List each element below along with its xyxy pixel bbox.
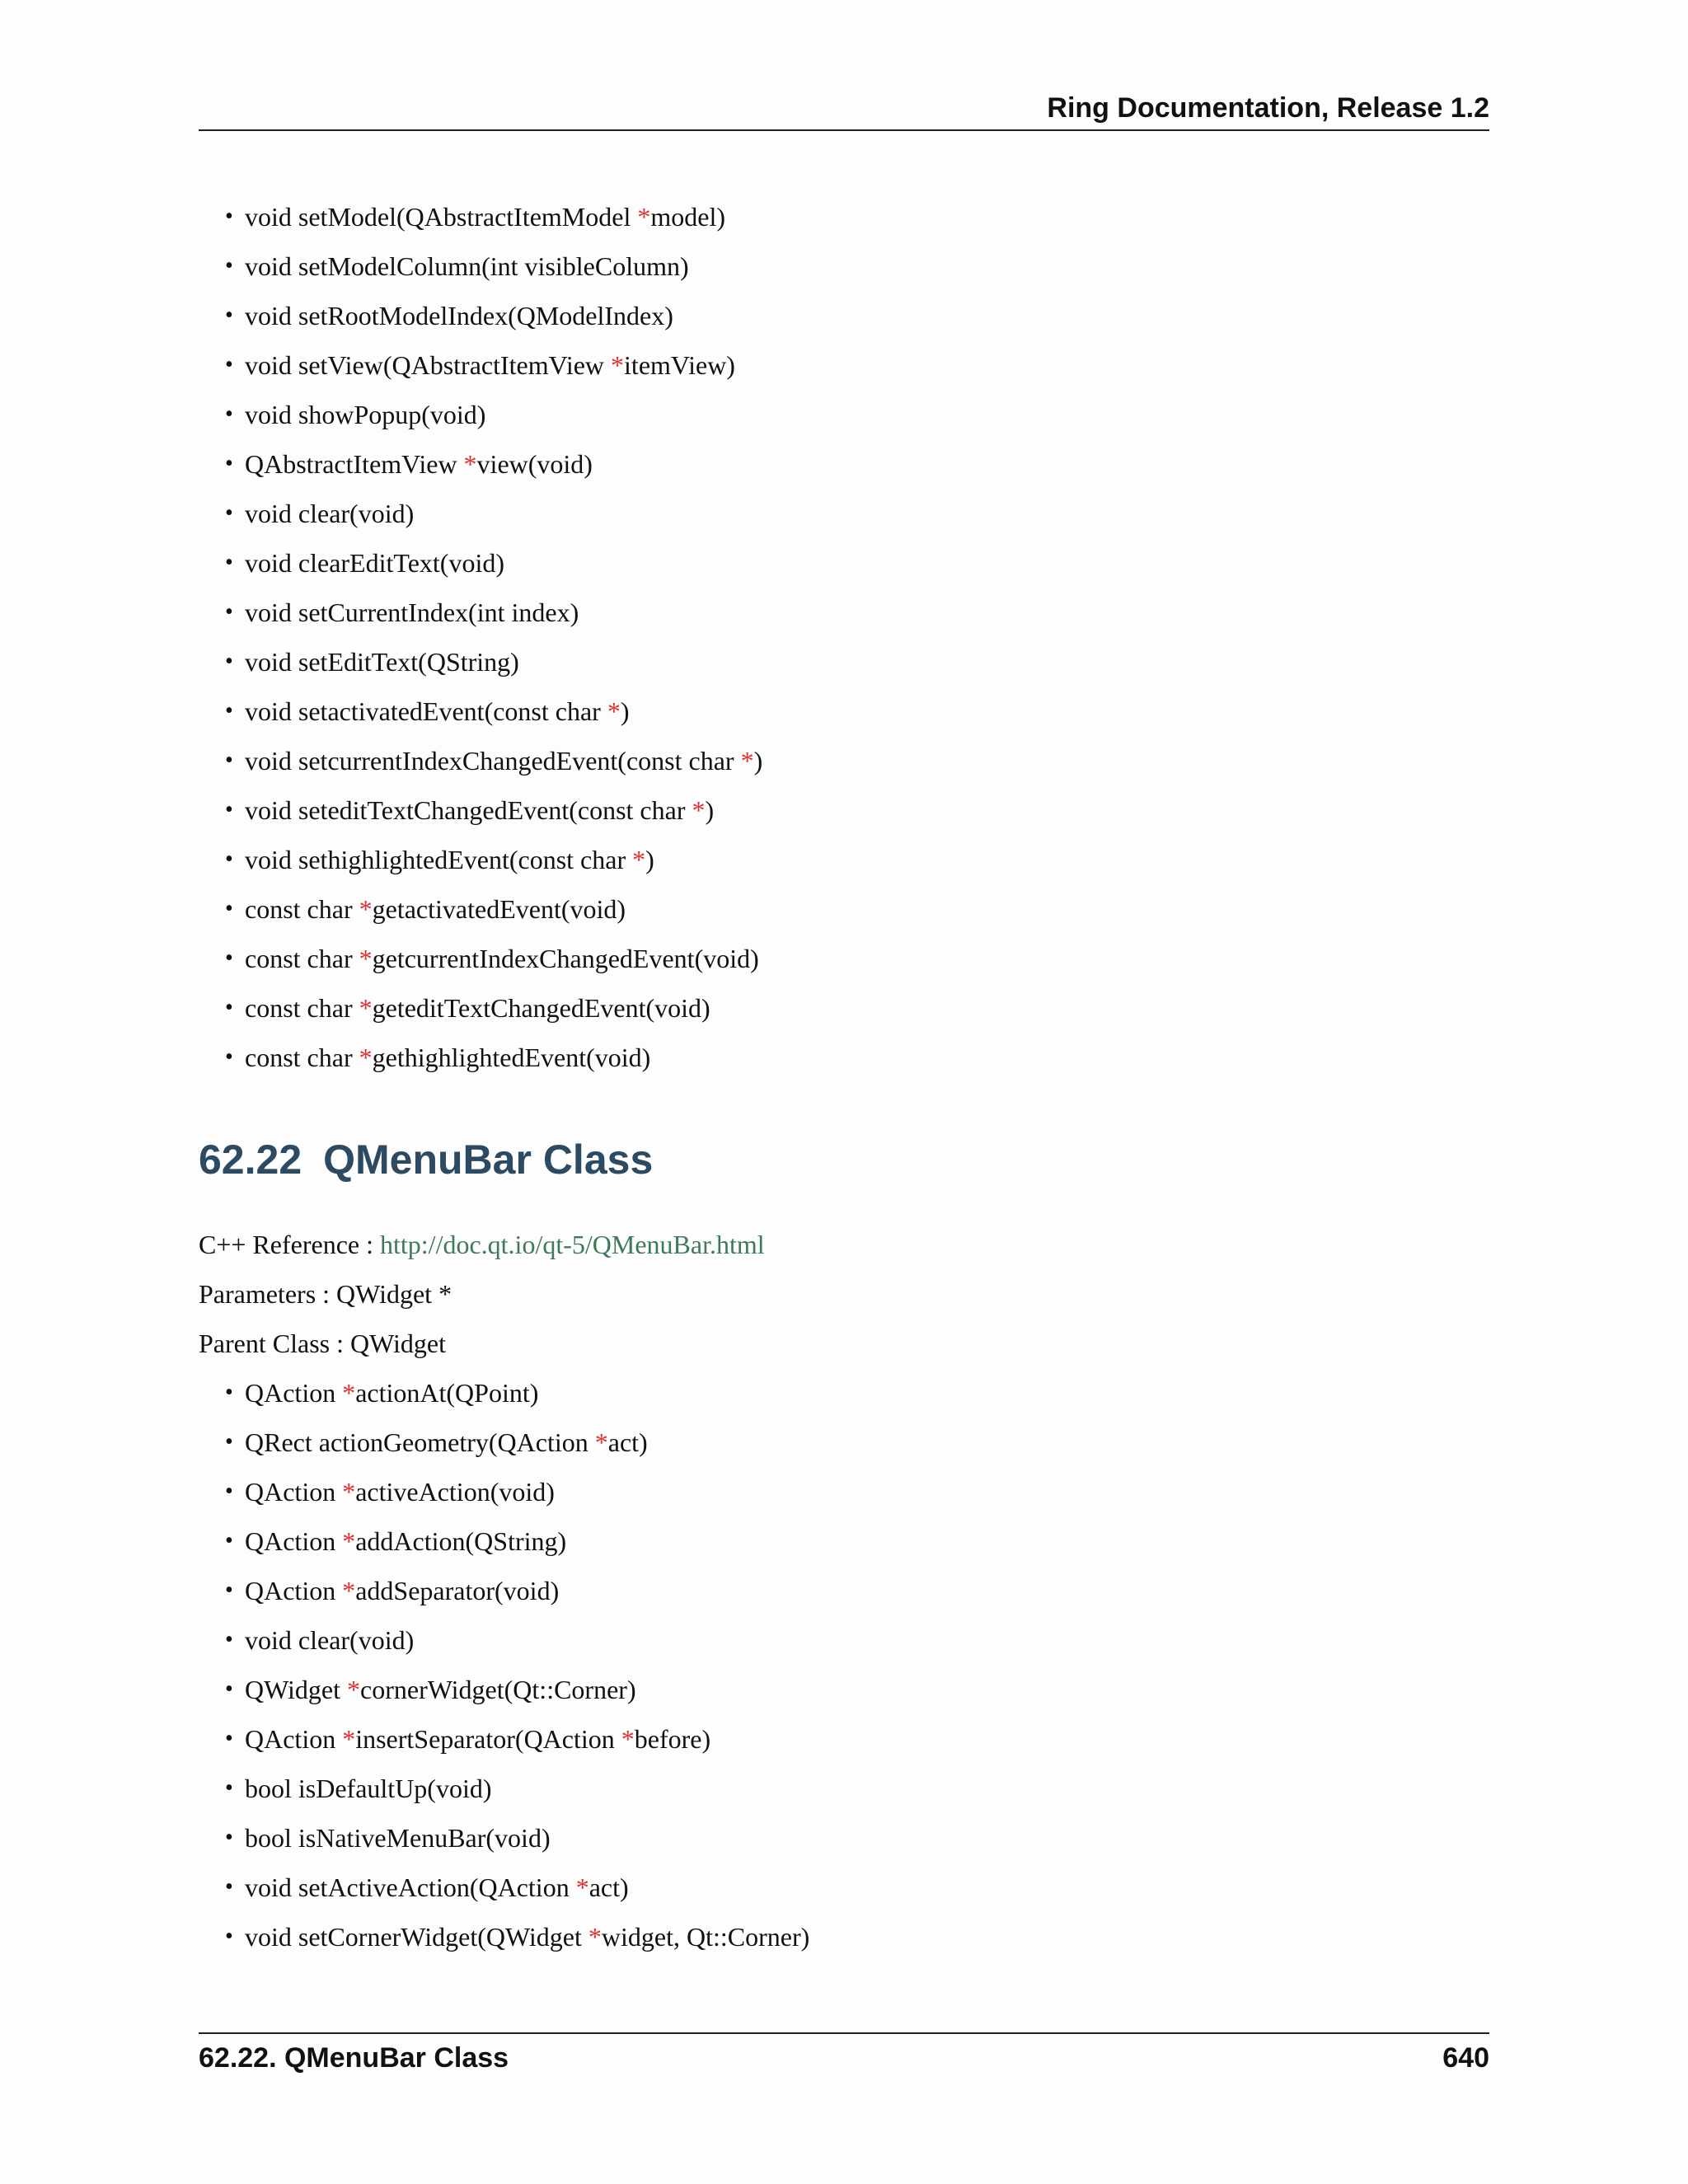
bullet-icon: • xyxy=(225,945,233,971)
bullet-icon: • xyxy=(225,204,233,229)
bullet-icon: • xyxy=(225,995,233,1020)
pointer-asterisk: * xyxy=(359,993,373,1023)
signature-text: geteditTextChangedEvent(void) xyxy=(372,993,710,1023)
signature-text: void setModelColumn(int visibleColumn) xyxy=(245,251,689,281)
bullet-icon: • xyxy=(225,1825,233,1850)
signature-text: void clear(void) xyxy=(245,499,415,528)
signature-text: itemView) xyxy=(624,350,735,380)
list-item xyxy=(225,1722,711,1755)
signature-text: QAction xyxy=(245,1526,343,1556)
section-number: 62.22 xyxy=(199,1137,302,1183)
signature-text: insertSeparator(QAction xyxy=(355,1724,621,1754)
bullet-icon: • xyxy=(225,846,233,872)
pointer-asterisk: * xyxy=(463,449,477,479)
bullet-icon: • xyxy=(225,1577,233,1603)
section-heading xyxy=(199,1136,653,1183)
signature-text: addAction(QString) xyxy=(355,1526,567,1556)
list-item xyxy=(225,1475,555,1508)
pointer-asterisk: * xyxy=(342,1477,356,1507)
list-item xyxy=(225,1574,560,1607)
pointer-asterisk: * xyxy=(621,1724,635,1754)
bullet-icon: • xyxy=(225,1627,233,1652)
pointer-asterisk: * xyxy=(740,746,754,776)
signature-text: void setView(QAbstractItemView xyxy=(245,350,612,380)
bullet-icon: • xyxy=(225,1380,233,1405)
list-item xyxy=(225,1525,567,1558)
bullet-icon: • xyxy=(225,1429,233,1455)
footer-section: 62.22. QMenuBar Class xyxy=(199,2042,509,2074)
list-item xyxy=(225,200,725,233)
signature-text: void setRootModelIndex(QModelIndex) xyxy=(245,301,673,330)
signature-text: const char xyxy=(245,993,359,1023)
signature-text: actionAt(QPoint) xyxy=(355,1378,539,1408)
pointer-asterisk: * xyxy=(637,202,651,232)
bullet-icon: • xyxy=(225,748,233,773)
signature-text: ) xyxy=(705,795,715,825)
bullet-icon: • xyxy=(225,253,233,279)
signature-text: const char xyxy=(245,944,359,973)
signature-text: bool isDefaultUp(void) xyxy=(245,1774,492,1803)
pointer-asterisk: * xyxy=(607,696,621,726)
bullet-icon: • xyxy=(225,550,233,575)
signature-text: QAbstractItemView xyxy=(245,449,464,479)
signature-text: void setModel(QAbstractItemModel xyxy=(245,202,638,232)
signature-text: QRect actionGeometry(QAction xyxy=(245,1427,595,1457)
signature-text: getcurrentIndexChangedEvent(void) xyxy=(372,944,759,973)
bullet-icon: • xyxy=(225,1726,233,1751)
list-item xyxy=(225,1920,810,1953)
bullet-icon: • xyxy=(225,1044,233,1070)
signature-text: activeAction(void) xyxy=(355,1477,555,1507)
bullet-icon: • xyxy=(225,896,233,921)
signature-text: act) xyxy=(607,1427,648,1457)
pointer-asterisk: * xyxy=(611,350,625,380)
list-item xyxy=(225,299,673,332)
parent-class-line: Parent Class : QWidget xyxy=(199,1329,446,1358)
signature-text: void setActiveAction(QAction xyxy=(245,1872,576,1902)
list-item xyxy=(225,1426,648,1459)
signature-text: void sethighlightedEvent(const char xyxy=(245,845,633,874)
pointer-asterisk: * xyxy=(342,1526,356,1556)
pointer-asterisk: * xyxy=(692,795,706,825)
bullet-icon: • xyxy=(225,352,233,377)
signature-text: ) xyxy=(620,696,630,726)
signature-text: QAction xyxy=(245,1576,343,1605)
bullet-icon: • xyxy=(225,1676,233,1702)
signature-text: void clear(void) xyxy=(245,1625,415,1655)
list-item xyxy=(225,942,759,975)
signature-text: gethighlightedEvent(void) xyxy=(372,1043,651,1072)
bullet-icon: • xyxy=(225,500,233,526)
cpp-reference-label: C++ Reference : xyxy=(199,1230,380,1259)
list-item xyxy=(225,991,710,1024)
signature-text: void showPopup(void) xyxy=(245,400,486,429)
bullet-icon: • xyxy=(225,797,233,823)
list-item xyxy=(225,893,626,926)
list-item xyxy=(225,1821,551,1854)
list-item xyxy=(225,349,735,382)
bullet-icon: • xyxy=(225,698,233,724)
cpp-reference xyxy=(199,1228,765,1261)
signature-text: view(void) xyxy=(476,449,593,479)
parameters-line: Parameters : QWidget * xyxy=(199,1279,452,1309)
signature-text: cornerWidget(Qt::Corner) xyxy=(360,1675,636,1704)
signature-text: void setcurrentIndexChangedEvent(const char xyxy=(245,746,741,776)
cpp-reference-link[interactable]: http://doc.qt.io/qt-5/QMenuBar.html xyxy=(380,1230,765,1259)
pointer-asterisk: * xyxy=(575,1872,589,1902)
section-title: QMenuBar Class xyxy=(323,1137,654,1183)
signature-text: model) xyxy=(650,202,725,232)
signature-text: bool isNativeMenuBar(void) xyxy=(245,1823,551,1853)
signature-text: void setCornerWidget(QWidget xyxy=(245,1922,588,1952)
signature-text: void clearEditText(void) xyxy=(245,548,504,578)
list-item xyxy=(225,645,519,678)
header-rule xyxy=(199,129,1489,131)
pointer-asterisk: * xyxy=(342,1576,356,1605)
list-item xyxy=(225,250,689,283)
list-item xyxy=(225,1041,651,1074)
signature-text: getactivatedEvent(void) xyxy=(372,894,626,924)
list-item xyxy=(225,695,630,728)
list-item xyxy=(225,1376,539,1409)
pointer-asterisk: * xyxy=(342,1724,356,1754)
bullet-icon: • xyxy=(225,649,233,674)
list-item xyxy=(225,744,763,777)
signature-text: void setactivatedEvent(const char xyxy=(245,696,607,726)
list-item xyxy=(225,794,715,827)
list-item xyxy=(225,596,579,629)
signature-text: void seteditTextChangedEvent(const char xyxy=(245,795,692,825)
signature-text: const char xyxy=(245,1043,359,1072)
pointer-asterisk: * xyxy=(588,1922,602,1952)
pointer-asterisk: * xyxy=(359,894,373,924)
signature-text: act) xyxy=(588,1872,629,1902)
signature-text: ) xyxy=(753,746,763,776)
list-item xyxy=(225,398,486,431)
bullet-icon: • xyxy=(225,1479,233,1504)
bullet-icon: • xyxy=(225,1874,233,1900)
signature-text: void setCurrentIndex(int index) xyxy=(245,598,579,627)
running-header: Ring Documentation, Release 1.2 xyxy=(1047,92,1489,124)
signature-text: ) xyxy=(645,845,654,874)
pointer-asterisk: * xyxy=(632,845,646,874)
bullet-icon: • xyxy=(225,302,233,328)
signature-text: QAction xyxy=(245,1378,343,1408)
pointer-asterisk: * xyxy=(359,944,373,973)
bullet-icon: • xyxy=(225,451,233,476)
signature-text: const char xyxy=(245,894,359,924)
pointer-asterisk: * xyxy=(347,1675,361,1704)
list-item xyxy=(225,1624,415,1657)
page-number: 640 xyxy=(1442,2042,1489,2074)
footer-rule xyxy=(199,2032,1489,2034)
signature-text: widget, Qt::Corner) xyxy=(601,1922,810,1952)
bullet-icon: • xyxy=(225,1775,233,1801)
list-item xyxy=(225,1772,492,1805)
signature-text: void setEditText(QString) xyxy=(245,647,519,677)
list-item xyxy=(225,448,593,480)
signature-text: before) xyxy=(634,1724,711,1754)
bullet-icon: • xyxy=(225,599,233,625)
list-item xyxy=(225,546,504,579)
bullet-icon: • xyxy=(225,401,233,427)
bullet-icon: • xyxy=(225,1528,233,1554)
pointer-asterisk: * xyxy=(594,1427,608,1457)
list-item xyxy=(225,1871,629,1904)
signature-text: QAction xyxy=(245,1477,343,1507)
signature-text: QWidget xyxy=(245,1675,348,1704)
pointer-asterisk: * xyxy=(342,1378,356,1408)
pointer-asterisk: * xyxy=(359,1043,373,1072)
bullet-icon: • xyxy=(225,1924,233,1949)
list-item xyxy=(225,843,654,876)
list-item xyxy=(225,1673,636,1706)
signature-text: addSeparator(void) xyxy=(355,1576,560,1605)
signature-text: QAction xyxy=(245,1724,343,1754)
list-item xyxy=(225,497,415,530)
